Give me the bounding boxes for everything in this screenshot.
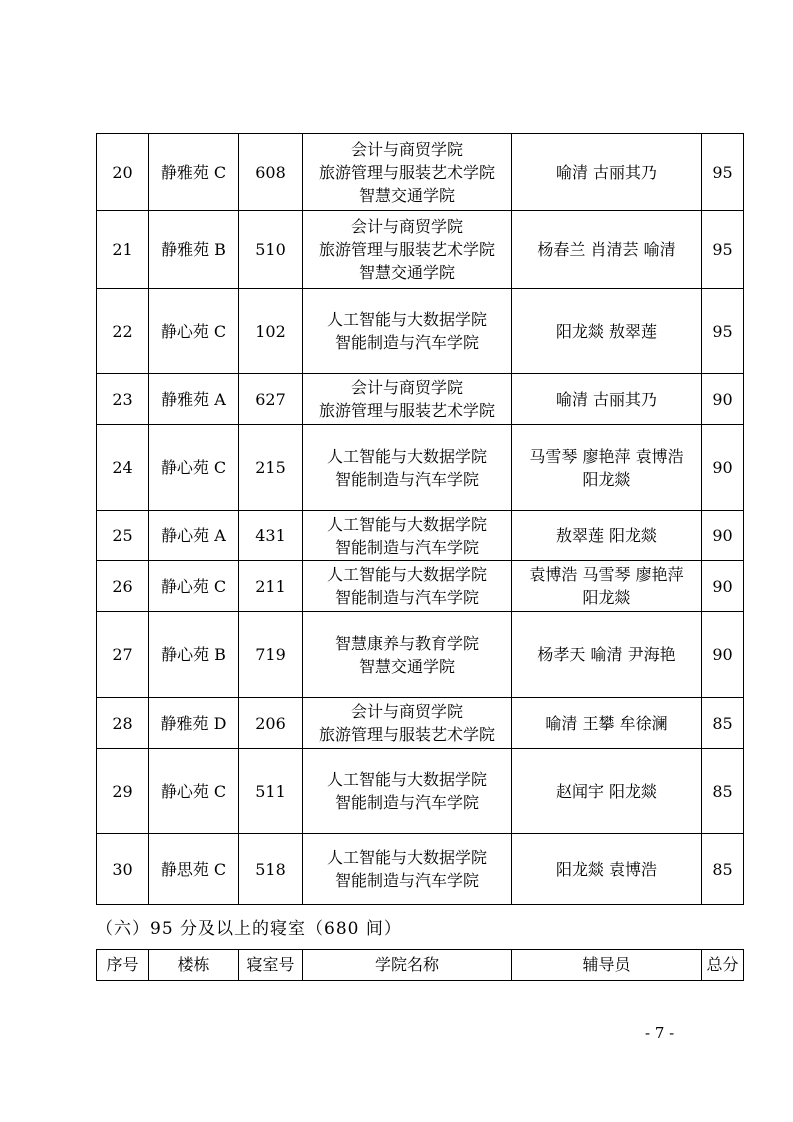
counselor-names: 阳龙燚 袁博浩 <box>555 859 658 879</box>
counselor-names: 阳龙燚 <box>582 469 631 489</box>
cell-building: 静思苑 C <box>149 834 239 905</box>
college-name: 智能制造与汽车学院 <box>334 333 479 352</box>
counselor-names: 赵闻宇 阳龙燚 <box>555 781 658 801</box>
cell-building: 静雅苑 B <box>149 211 239 289</box>
counselor-names: 阳龙燚 敖翠莲 <box>555 321 658 341</box>
college-name: 人工智能与大数据学院 <box>326 770 487 789</box>
table-row <box>97 211 744 289</box>
cell-room: 102 <box>239 289 303 374</box>
table-row <box>97 698 744 749</box>
table-row <box>97 374 744 425</box>
cell-building: 静心苑 C <box>149 749 239 834</box>
college-name: 人工智能与大数据学院 <box>326 565 487 584</box>
counselor-names: 敖翠莲 阳龙燚 <box>555 526 658 545</box>
cell-building: 静心苑 B <box>149 612 239 698</box>
college-name: 智慧康养与教育学院 <box>334 633 479 653</box>
college-name: 智能制造与汽车学院 <box>334 537 479 557</box>
cell-counselors <box>512 561 702 612</box>
cell-no: 26 <box>97 561 149 612</box>
cell-score: 90 <box>702 561 744 612</box>
cell-counselors <box>512 374 702 425</box>
counselor-names: 喻清 王攀 牟徐澜 <box>545 713 668 733</box>
cell-building: 静雅苑 A <box>149 374 239 425</box>
cell-room: 627 <box>239 374 303 425</box>
cell-score: 90 <box>702 425 744 511</box>
cell-score: 90 <box>702 374 744 425</box>
college-name: 智慧交通学院 <box>358 185 455 205</box>
cell-colleges <box>303 612 512 698</box>
counselor-names: 马雪琴 廖艳萍 袁博浩 <box>529 446 684 466</box>
cell-colleges <box>303 425 512 511</box>
cell-counselors <box>512 289 702 374</box>
cell-room: 511 <box>239 749 303 834</box>
cell-colleges <box>303 134 512 211</box>
college-name: 智能制造与汽车学院 <box>334 793 479 812</box>
college-name: 旅游管理与服装艺术学院 <box>318 725 495 744</box>
cell-room: 211 <box>239 561 303 612</box>
cell-no: 23 <box>97 374 149 425</box>
cell-colleges <box>303 698 512 749</box>
header-counselor: 辅导员 <box>512 950 702 981</box>
college-name: 智能制造与汽车学院 <box>334 469 479 489</box>
cell-room: 518 <box>239 834 303 905</box>
cell-no: 30 <box>97 834 149 905</box>
college-name: 旅游管理与服装艺术学院 <box>318 401 495 420</box>
cell-room: 206 <box>239 698 303 749</box>
cell-room: 510 <box>239 211 303 289</box>
next-section-table <box>96 949 744 981</box>
cell-counselors <box>512 134 702 211</box>
college-name: 旅游管理与服装艺术学院 <box>318 162 495 182</box>
college-name: 人工智能与大数据学院 <box>326 514 487 534</box>
cell-building: 静心苑 C <box>149 289 239 374</box>
cell-no: 20 <box>97 134 149 211</box>
section-heading: （六）95 分及以上的寝室（680 间） <box>96 919 402 939</box>
cell-counselors <box>512 211 702 289</box>
header-room: 寝室号 <box>239 950 303 981</box>
cell-score: 85 <box>702 834 744 905</box>
college-name: 智能制造与汽车学院 <box>334 588 479 607</box>
cell-score: 95 <box>702 211 744 289</box>
counselor-names: 杨春兰 肖清芸 喻清 <box>537 240 676 259</box>
cell-score: 95 <box>702 289 744 374</box>
counselor-names: 喻清 古丽其乃 <box>555 162 658 182</box>
cell-building: 静心苑 C <box>149 425 239 511</box>
college-name: 会计与商贸学院 <box>350 217 463 236</box>
cell-building: 静雅苑 C <box>149 134 239 211</box>
table-row <box>97 612 744 698</box>
counselor-names: 袁博浩 马雪琴 廖艳萍 <box>529 565 684 584</box>
cell-score: 90 <box>702 612 744 698</box>
cell-colleges <box>303 374 512 425</box>
cell-no: 27 <box>97 612 149 698</box>
cell-counselors <box>512 612 702 698</box>
cell-no: 29 <box>97 749 149 834</box>
table-row <box>97 289 744 374</box>
table-row <box>97 561 744 612</box>
dormitory-score-table <box>96 133 744 905</box>
college-name: 人工智能与大数据学院 <box>326 848 487 867</box>
counselor-names: 喻清 古丽其乃 <box>555 389 658 409</box>
counselor-names: 阳龙燚 <box>582 588 631 607</box>
college-name: 智能制造与汽车学院 <box>334 871 479 890</box>
cell-no: 21 <box>97 211 149 289</box>
cell-building: 静心苑 C <box>149 561 239 612</box>
cell-colleges <box>303 749 512 834</box>
cell-no: 24 <box>97 425 149 511</box>
cell-score: 90 <box>702 511 744 561</box>
header-building: 楼栋 <box>149 950 239 981</box>
table-row <box>97 834 744 905</box>
college-name: 智慧交通学院 <box>358 263 455 282</box>
cell-counselors <box>512 698 702 749</box>
cell-counselors <box>512 749 702 834</box>
cell-colleges <box>303 834 512 905</box>
table-header-row <box>97 950 744 981</box>
college-name: 旅游管理与服装艺术学院 <box>318 240 495 259</box>
cell-score: 85 <box>702 749 744 834</box>
college-name: 会计与商贸学院 <box>350 139 463 159</box>
cell-colleges <box>303 211 512 289</box>
cell-no: 22 <box>97 289 149 374</box>
cell-counselors <box>512 425 702 511</box>
cell-score: 95 <box>702 134 744 211</box>
header-score: 总分 <box>702 950 744 981</box>
header-college: 学院名称 <box>303 950 512 981</box>
cell-no: 28 <box>97 698 149 749</box>
cell-no: 25 <box>97 511 149 561</box>
college-name: 智慧交通学院 <box>358 656 455 676</box>
table-row <box>97 134 744 211</box>
table-row <box>97 425 744 511</box>
cell-building: 静雅苑 D <box>149 698 239 749</box>
college-name: 人工智能与大数据学院 <box>326 310 487 329</box>
cell-room: 431 <box>239 511 303 561</box>
cell-building: 静心苑 A <box>149 511 239 561</box>
college-name: 会计与商贸学院 <box>350 702 463 721</box>
counselor-names: 杨孝天 喻清 尹海艳 <box>537 645 676 664</box>
cell-score: 85 <box>702 698 744 749</box>
cell-colleges <box>303 289 512 374</box>
table-row <box>97 749 744 834</box>
cell-room: 608 <box>239 134 303 211</box>
table-body <box>97 134 744 905</box>
college-name: 人工智能与大数据学院 <box>326 446 487 466</box>
cell-colleges <box>303 561 512 612</box>
college-name: 会计与商贸学院 <box>350 378 463 397</box>
cell-room: 719 <box>239 612 303 698</box>
header-no: 序号 <box>97 950 149 981</box>
cell-counselors <box>512 511 702 561</box>
cell-room: 215 <box>239 425 303 511</box>
table-row <box>97 511 744 561</box>
page-number: - 7 - <box>645 1024 675 1042</box>
cell-counselors <box>512 834 702 905</box>
cell-colleges <box>303 511 512 561</box>
